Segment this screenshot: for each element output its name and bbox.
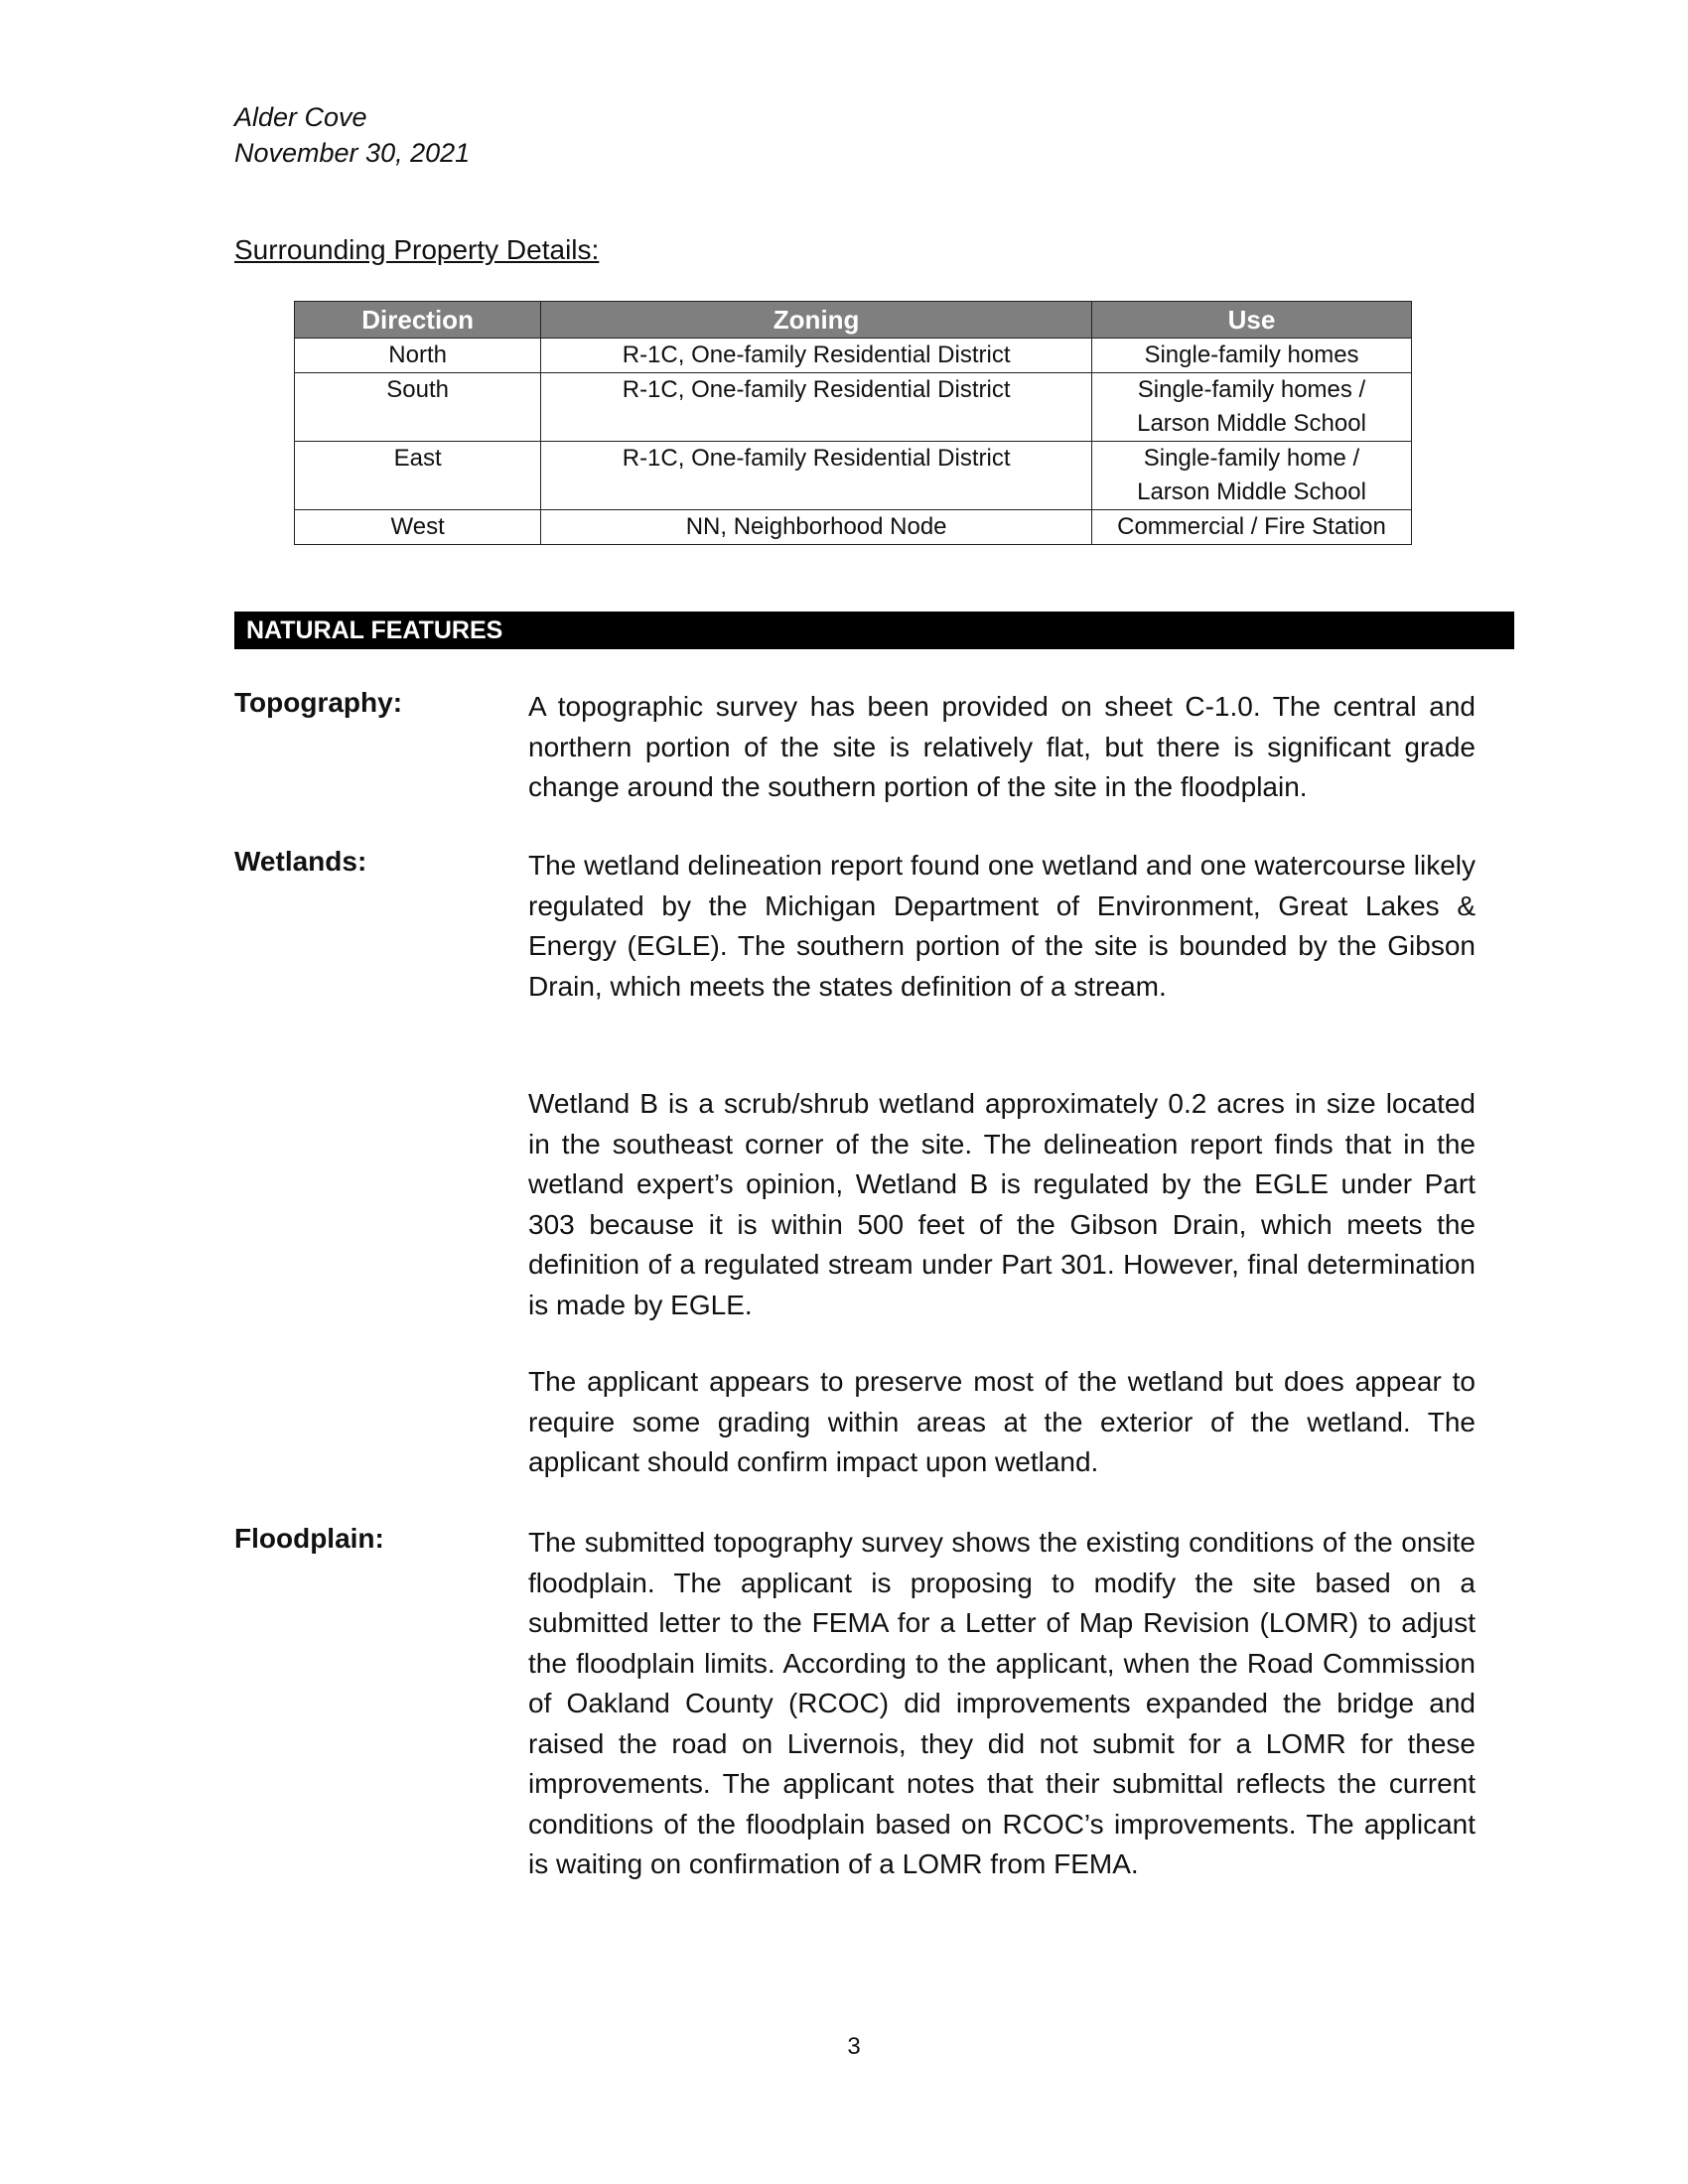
table-row — [295, 442, 1412, 510]
wetlands-paragraph-2: Wetland B is a scrub/shrub wetland approximately 0.2 acres in size located in the southeast corner of the site. The delineation report finds that in the wetland expert’s opinion, Wetland B is regulated by the EGLE under Part 303 because it is within 500 feet of the Gibson Drain, which meets the definition of a regulated stream under Part 301. However, final determination is made by EGLE. — [528, 1088, 1476, 1320]
use-line: Commercial / Fire Station — [1117, 513, 1386, 540]
cell-use — [1092, 442, 1412, 510]
natural-features-section-bar: NATURAL FEATURES — [234, 612, 1514, 649]
floodplain-paragraph: The submitted topography survey shows the existing conditions of the onsite floodplain. The applicant is proposing to modify the site based on a submitted letter to the FEMA for a Letter of Map Revision (LOMR) to adjust the floodplain limits. According to the applicant, when the Road Commission of Oakland County (RCOC) did improvements expanded the bridge and raised the road on Livernois, they did not submit for a LOMR for these improvements. The applicant notes that their submittal reflects the current conditions of the floodplain based on RCOC’s improvements. The applicant is waiting on confirmation of a LOMR from FEMA. — [528, 1527, 1476, 1879]
use-line: Single-family homes / — [1137, 376, 1366, 403]
cell-zoning: NN, Neighborhood Node — [541, 510, 1092, 545]
table-row — [295, 373, 1412, 442]
cell-direction: South — [295, 373, 541, 442]
table-row — [295, 510, 1412, 545]
cell-zoning: R-1C, One-family Residential District — [541, 339, 1092, 373]
wetlands-paragraph-3: The applicant appears to preserve most of the wetland but does appear to require some grading within areas at the exterior of the wetland. The applicant should confirm impact upon wetland. — [528, 1366, 1476, 1477]
use-line: Single-family home / — [1143, 445, 1360, 472]
column-header-zoning: Zoning — [541, 302, 1092, 339]
cell-zoning: R-1C, One-family Residential District — [541, 373, 1092, 442]
cell-direction: West — [295, 510, 541, 545]
wetlands-term: Wetlands: — [234, 846, 367, 877]
floodplain-term: Floodplain: — [234, 1523, 384, 1554]
surrounding-property-table — [294, 301, 1412, 545]
page-number: 3 — [847, 2033, 861, 2060]
cell-use — [1092, 510, 1412, 545]
table-row — [295, 339, 1412, 373]
surrounding-property-heading: Surrounding Property Details: — [234, 234, 600, 265]
topography-term: Topography: — [234, 687, 403, 718]
project-name: Alder Cove — [234, 102, 367, 132]
use-line: Single-family homes — [1144, 341, 1359, 368]
cell-zoning: R-1C, One-family Residential District — [541, 442, 1092, 510]
topography-paragraph: A topographic survey has been provided on sheet C-1.0. The central and northern portion of the site is relatively flat, but there is significant grade change around the southern portion of the site in the floodplain. — [528, 691, 1476, 802]
cell-direction: East — [295, 442, 541, 510]
use-line: Larson Middle School — [1137, 410, 1366, 437]
use-line: Larson Middle School — [1137, 478, 1366, 505]
table-header-row — [295, 302, 1412, 339]
document-date: November 30, 2021 — [234, 138, 471, 168]
cell-direction: North — [295, 339, 541, 373]
column-header-direction: Direction — [295, 302, 541, 339]
column-header-use: Use — [1092, 302, 1412, 339]
page-header — [234, 99, 470, 171]
wetlands-paragraph-1: The wetland delineation report found one wetland and one watercourse likely regulated by the Michigan Department of Environment, Great Lakes & Energy (EGLE). The southern portion of the site is bounded by the Gibson Drain, which meets the states definition of a stream. — [528, 850, 1476, 1002]
cell-use — [1092, 373, 1412, 442]
cell-use — [1092, 339, 1412, 373]
